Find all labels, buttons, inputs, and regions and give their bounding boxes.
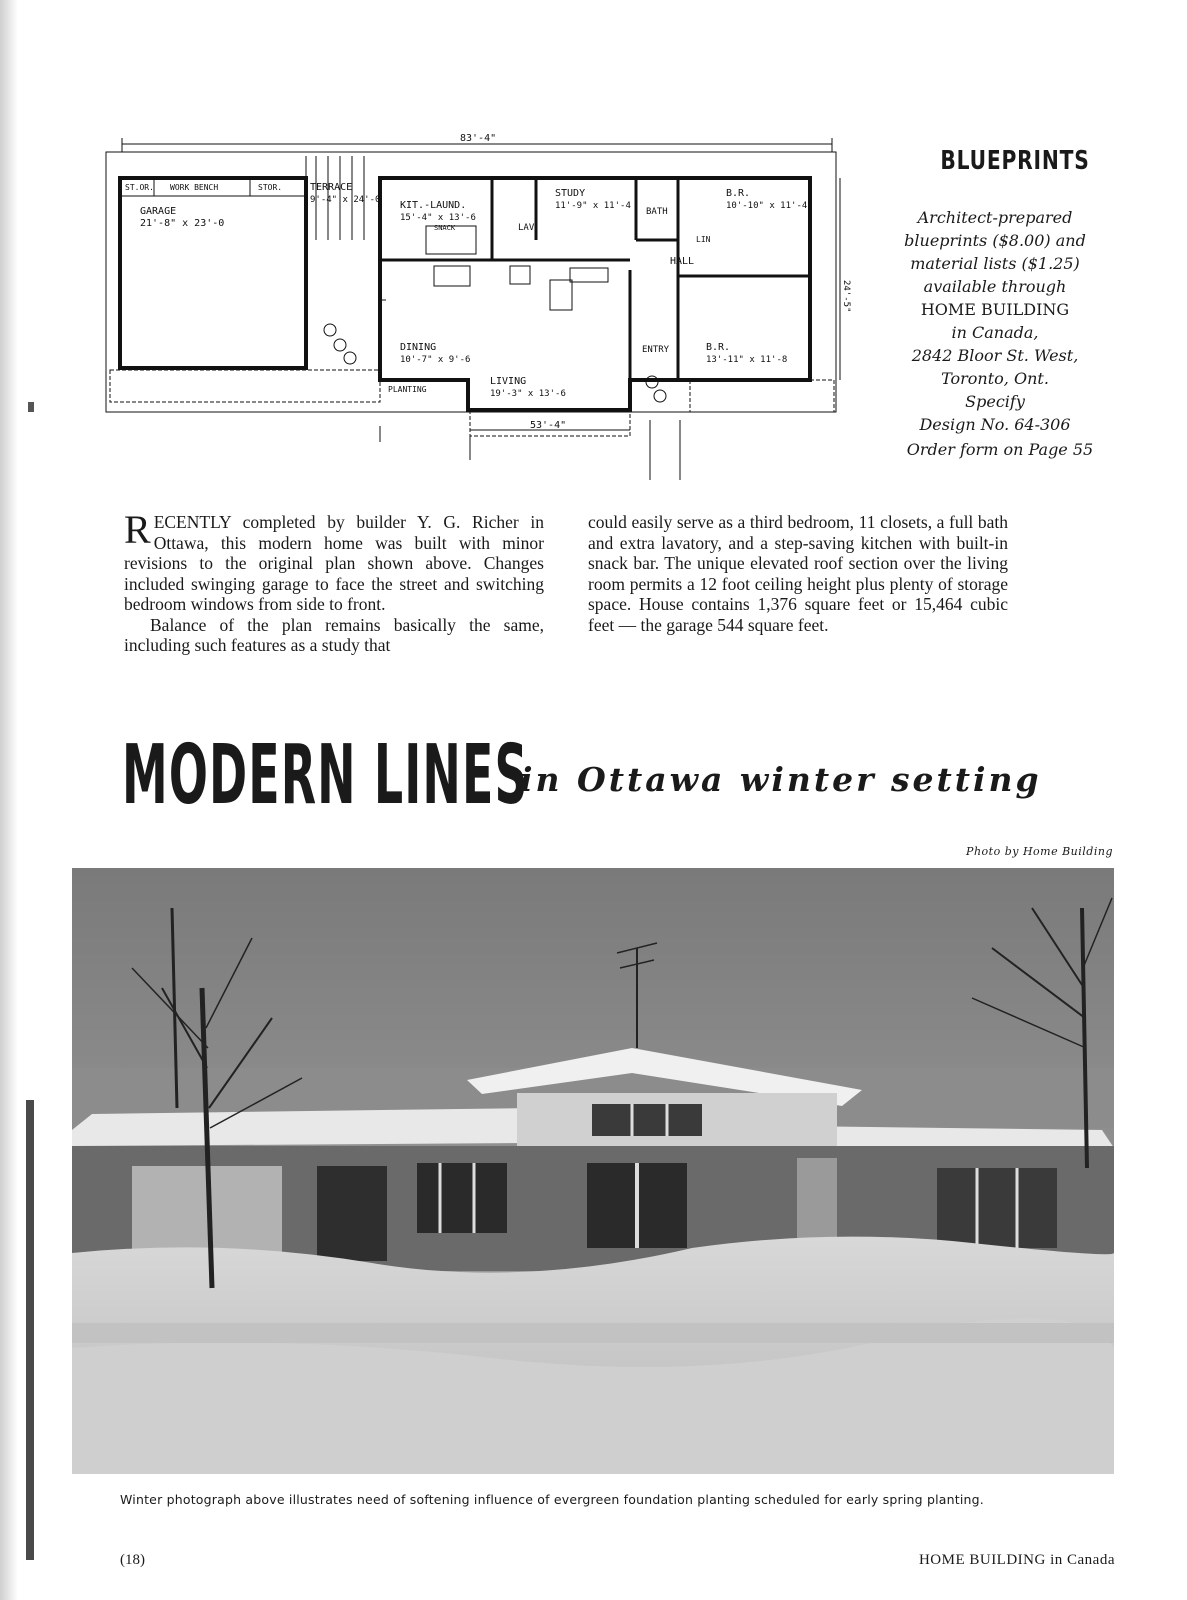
article-para-3: could easily serve as a third bedroom, 11 closets, a full bath and extra lavatory, and a step-saving kitchen with built-in snack bar. The unique elevated roof section over the living room permits a 12 foot ceiling height plus plenty of storage space. House contains 1,376 square feet or 15,464 cubic feet — the garage 544 square feet.	[588, 512, 1008, 635]
edge-mark	[28, 402, 34, 412]
blueprints-line: Design No. 64-306	[919, 415, 1071, 434]
plan-snack: SNACK	[434, 224, 456, 232]
blueprints-line: Specify	[965, 392, 1025, 411]
plan-depth-dim: 24'-5"	[841, 280, 851, 313]
plan-dining-dim: 10'-7" x 9'-6	[400, 355, 471, 365]
plan-planting: PLANTING	[388, 385, 427, 394]
plan-hall: HALL	[670, 256, 695, 267]
plan-kitchen: KIT.-LAUND.	[400, 200, 467, 211]
article-column-left	[124, 507, 544, 656]
headline-sub: in Ottawa winter setting	[520, 760, 1042, 799]
plan-bedroom1-dim: 10'-10" x 11'-4	[726, 201, 808, 211]
blueprints-line: in Canada,	[951, 323, 1039, 342]
article-para-2: Balance of the plan remains basically the same, including such features as a study that	[124, 614, 544, 655]
blueprints-line: HOME BUILDING	[920, 300, 1070, 319]
plan-lav: LAV	[518, 223, 535, 233]
plan-storage-right: STOR.	[258, 183, 283, 192]
plan-study-dim: 11'-9" x 11'-4	[555, 201, 631, 211]
plan-terrace: TERRACE	[310, 182, 353, 193]
headline-main: MODERN LINES	[122, 728, 529, 823]
photo-credit: Photo by Home Building	[966, 845, 1113, 858]
plan-bath: BATH	[646, 207, 668, 217]
blueprints-line: Architect-prepared	[917, 208, 1073, 227]
article-column-right	[588, 512, 1008, 635]
plan-lin: LIN	[696, 235, 711, 244]
binding-bar	[26, 1100, 34, 1560]
blueprints-info	[880, 206, 1110, 436]
page-number: (18)	[120, 1552, 145, 1568]
plan-living: LIVING	[490, 376, 527, 387]
plan-terrace-dim: 9'-4" x 24'-0	[310, 195, 381, 205]
plan-study: STUDY	[555, 188, 586, 199]
house-photo	[72, 868, 1114, 1474]
plan-dining: DINING	[400, 342, 437, 353]
plan-living-dim: 19'-3" x 13'-6	[490, 389, 566, 399]
plan-garage-dim: 21'-8" x 23'-0	[140, 218, 225, 229]
magazine-name: HOME BUILDING in Canada	[918, 1552, 1115, 1568]
plan-bedroom2: B.R.	[706, 342, 731, 353]
floor-plan	[70, 130, 860, 490]
plan-work-bench: WORK BENCH	[170, 183, 219, 192]
article-para-1-text: ECENTLY completed by builder Y. G. Richer in Ottawa, this modern home was built with minor revisions to the original plan shown above. Changes included swinging garage to face the street and switching bedroom windows from side to front.	[124, 512, 544, 614]
photo-caption: Winter photograph above illustrates need of softening influence of evergreen foundation planting scheduled for early spring planting.	[120, 1492, 984, 1507]
blueprints-line: available through	[923, 277, 1067, 296]
blueprints-line: Toronto, Ont.	[941, 369, 1049, 388]
plan-storage-left: ST.OR.	[125, 183, 154, 192]
article-para-1	[124, 507, 544, 615]
blueprints-line: 2842 Bloor St. West,	[911, 346, 1079, 365]
page-edge-shadow	[0, 0, 18, 1600]
plan-bedroom1: B.R.	[726, 188, 751, 199]
plan-front-dim: 53'-4"	[530, 420, 567, 431]
blueprints-line: blueprints ($8.00) and	[904, 231, 1086, 250]
blueprints-line: material lists ($1.25)	[910, 254, 1080, 273]
order-form-note: Order form on Page 55	[906, 440, 1094, 459]
plan-bedroom2-dim: 13'-11" x 11'-8	[706, 355, 788, 365]
plan-width-dim: 83'-4"	[460, 133, 497, 144]
blueprints-title: BLUEPRINTS	[940, 146, 1090, 176]
drop-cap: R	[124, 507, 151, 552]
plan-entry: ENTRY	[642, 345, 670, 355]
plan-kitchen-dim: 15'-4" x 13'-6	[400, 213, 476, 223]
plan-garage: GARAGE	[140, 206, 177, 217]
